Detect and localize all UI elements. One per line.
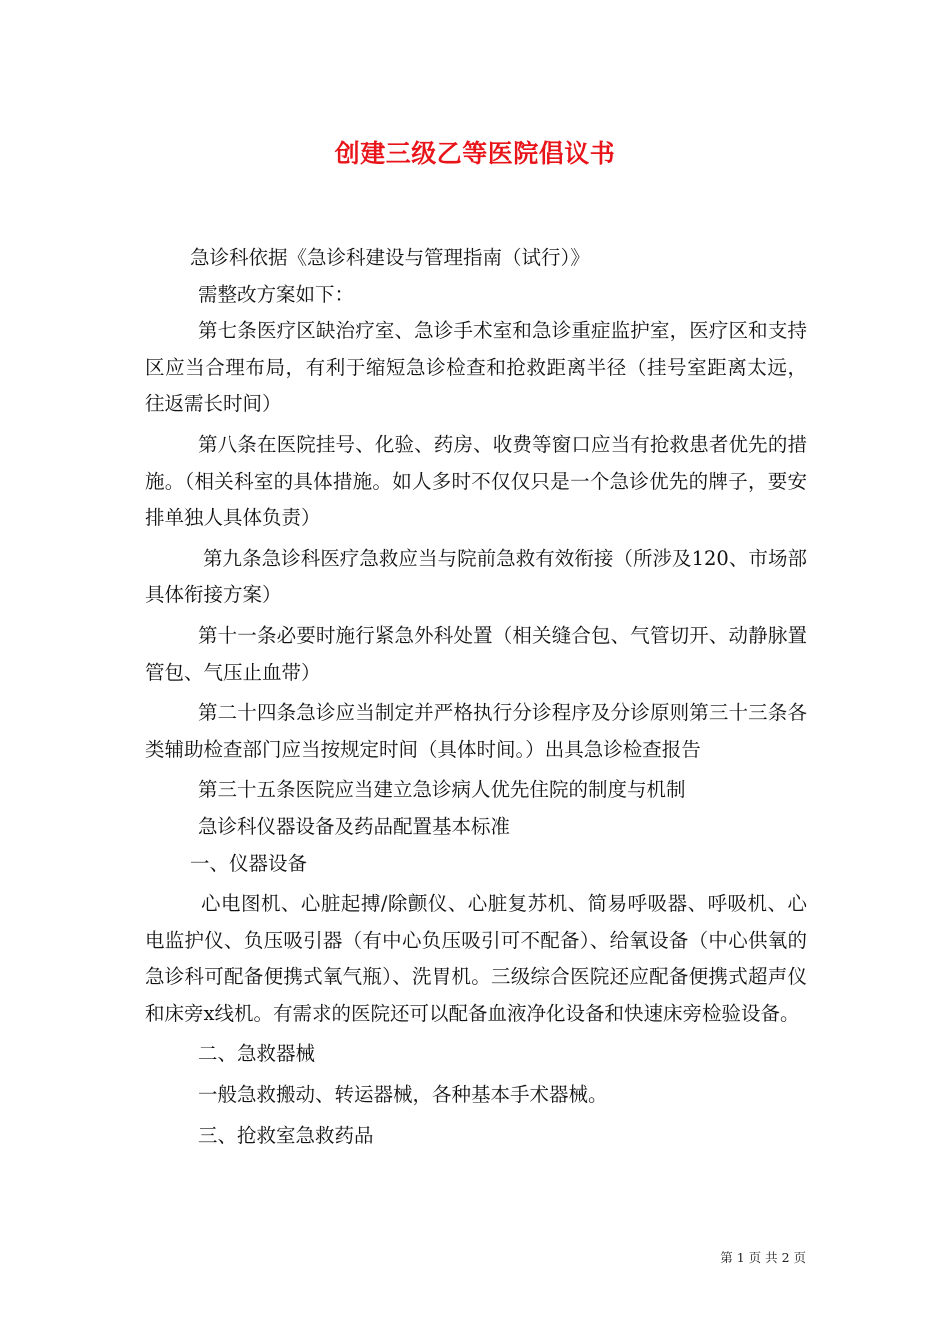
paragraph-article-7: 第七条医疗区缺治疗室、急诊手术室和急诊重症监护室，医疗区和支持区应当合理布局，有利于缩短急诊检查和抢救距离半径（挂号室距离太远，往返需长时间） <box>145 319 807 416</box>
paragraph-article-24: 第二十四条急诊应当制定并严格执行分诊程序及分诊原则第三十三条各类辅助检查部门应当按规定时间（具体时间。）出具急诊检查报告 <box>145 701 807 761</box>
paragraph-plan-intro: 需整改方案如下： <box>198 282 355 306</box>
paragraph-article-9: 第九条急诊科医疗急救应当与院前急救有效衔接（所涉及120、市场部具体衔接方案） <box>145 546 807 607</box>
paragraph-article-8: 第八条在医院挂号、化验、药房、收费等窗口应当有抢救患者优先的措施。（相关科室的具体措施。如人多时不仅仅只是一个急诊优先的牌子，要安排单独人具体负责） <box>145 432 807 530</box>
document-title: 创建三级乙等医院倡议书 <box>334 139 616 168</box>
paragraph-equipment-list: 心电图机、心脏起搏/除颤仪、心脏复苏机、简易呼吸器、呼吸机、心电监护仪、负压吸引器（有中心负压吸引可不配备）、给氧设备（中心供氧的急诊科可配备便携式氧气瓶）、洗胃机。三级综合医院还应配备便携式超声仪和床旁x线机。有需求的医院还可以配备血液净化设备和快速床旁检验设备。 <box>145 892 807 1025</box>
section-heading-drugs: 三、抢救室急救药品 <box>198 1123 374 1147</box>
document-body <box>145 240 807 1154</box>
section-heading-equipment: 一、仪器设备 <box>190 851 308 875</box>
paragraph-article-11: 第十一条必要时施行紧急外科处置（相关缝合包、气管切开、动静脉置管包、气压止血带） <box>145 623 807 684</box>
paragraph-article-35: 第三十五条医院应当建立急诊病人优先住院的制度与机制 <box>198 778 686 802</box>
paragraph-instruments-list: 一般急救搬动、转运器械，各种基本手术器械。 <box>198 1083 608 1107</box>
page-number: 第 1 页 共 2 页 <box>720 1250 806 1265</box>
paragraph-basis: 急诊科依据《急诊科建设与管理指南（试行）》 <box>190 246 590 269</box>
section-heading-instruments: 二、急救器械 <box>198 1042 316 1066</box>
paragraph-standards-heading: 急诊科仪器设备及药品配置基本标准 <box>198 814 511 838</box>
